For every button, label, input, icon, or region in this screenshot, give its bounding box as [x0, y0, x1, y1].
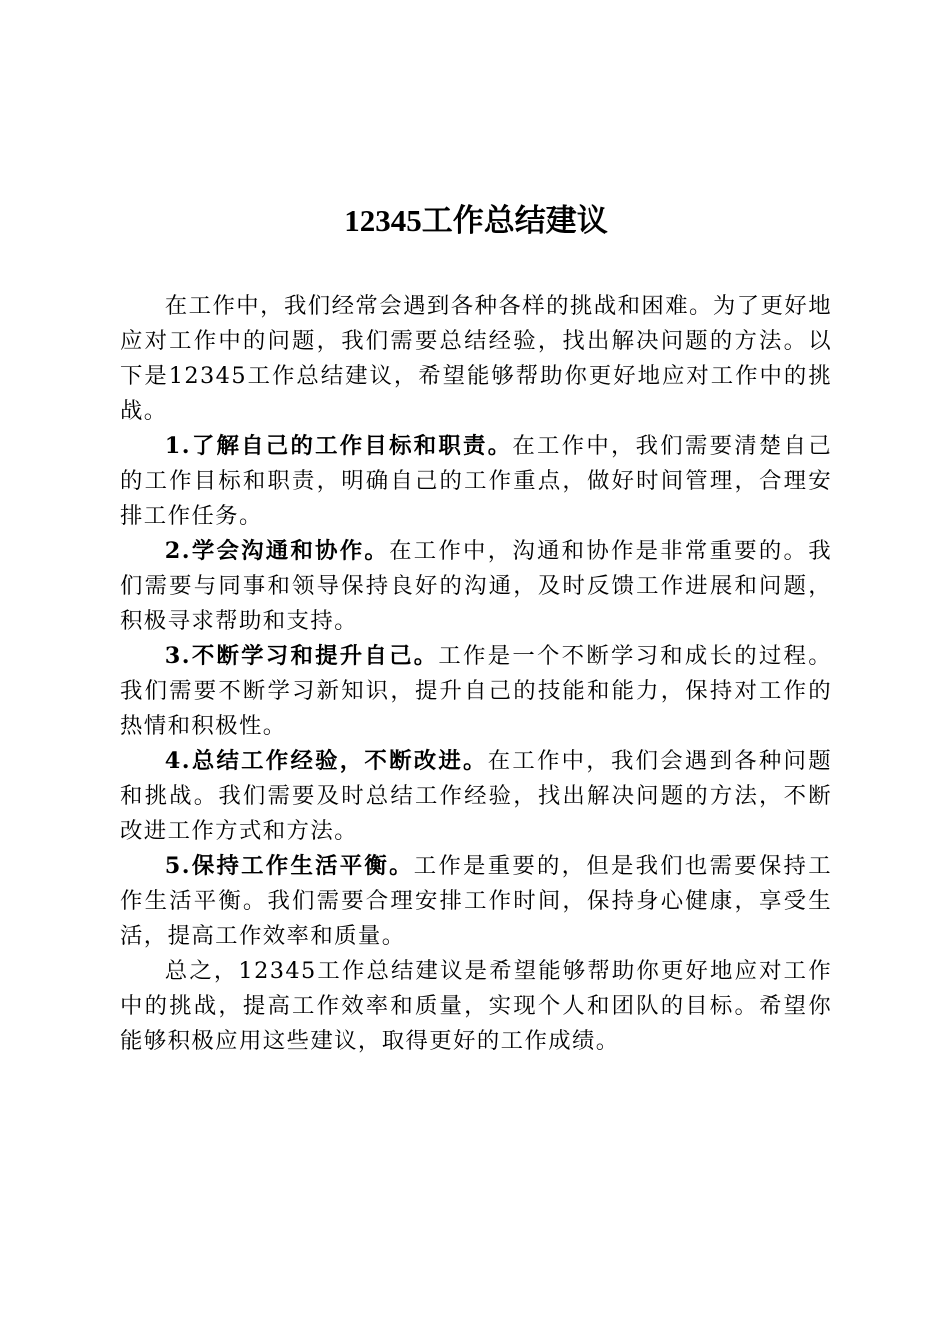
item-paragraph-4 [120, 744, 832, 849]
document-body [120, 289, 832, 1059]
item-heading: 5.保持工作生活平衡。 [164, 853, 414, 879]
item-heading: 1.了解自己的工作目标和职责。 [164, 433, 513, 459]
item-heading: 3.不断学习和提升自己。 [164, 643, 439, 669]
item-heading: 2.学会沟通和协作。 [164, 538, 390, 564]
item-paragraph-1 [120, 429, 832, 534]
item-text: 工作是重要的，但是我们也需要保持工作生活平衡。我们需要合理安排工作时间，保持身心健康，享受生活，提高工作效率和质量。 [120, 853, 832, 949]
document-title: 12345工作总结建议 [344, 203, 608, 238]
item-text: 工作是一个不断学习和成长的过程。我们需要不断学习新知识，提升自己的技能和能力，保持对工作的热情和积极性。 [120, 643, 832, 739]
item-text: 在工作中，沟通和协作是非常重要的。我们需要与同事和领导保持良好的沟通，及时反馈工作进展和问题，积极寻求帮助和支持。 [120, 538, 833, 634]
item-paragraph-5 [120, 849, 832, 954]
item-paragraph-3 [120, 639, 832, 744]
item-heading: 4.总结工作经验，不断改进。 [164, 748, 488, 774]
conclusion-paragraph: 总之，12345工作总结建议是希望能够帮助你更好地应对工作中的挑战，提高工作效率和质量，实现个人和团队的目标。希望你能够积极应用这些建议，取得更好的工作成绩。 [120, 958, 832, 1054]
item-paragraph-2 [120, 534, 832, 639]
item-text: 在工作中，我们会遇到各种问题和挑战。我们需要及时总结工作经验，找出解决问题的方法，不断改进工作方式和方法。 [120, 748, 832, 844]
item-text: 在工作中，我们需要清楚自己的工作目标和职责，明确自己的工作重点，做好时间管理，合理安排工作任务。 [120, 433, 833, 529]
intro-paragraph: 在工作中，我们经常会遇到各种各样的挑战和困难。为了更好地应对工作中的问题，我们需要总结经验，找出解决问题的方法。以下是12345工作总结建议，希望能够帮助你更好地应对工作中的挑战。 [120, 293, 832, 424]
